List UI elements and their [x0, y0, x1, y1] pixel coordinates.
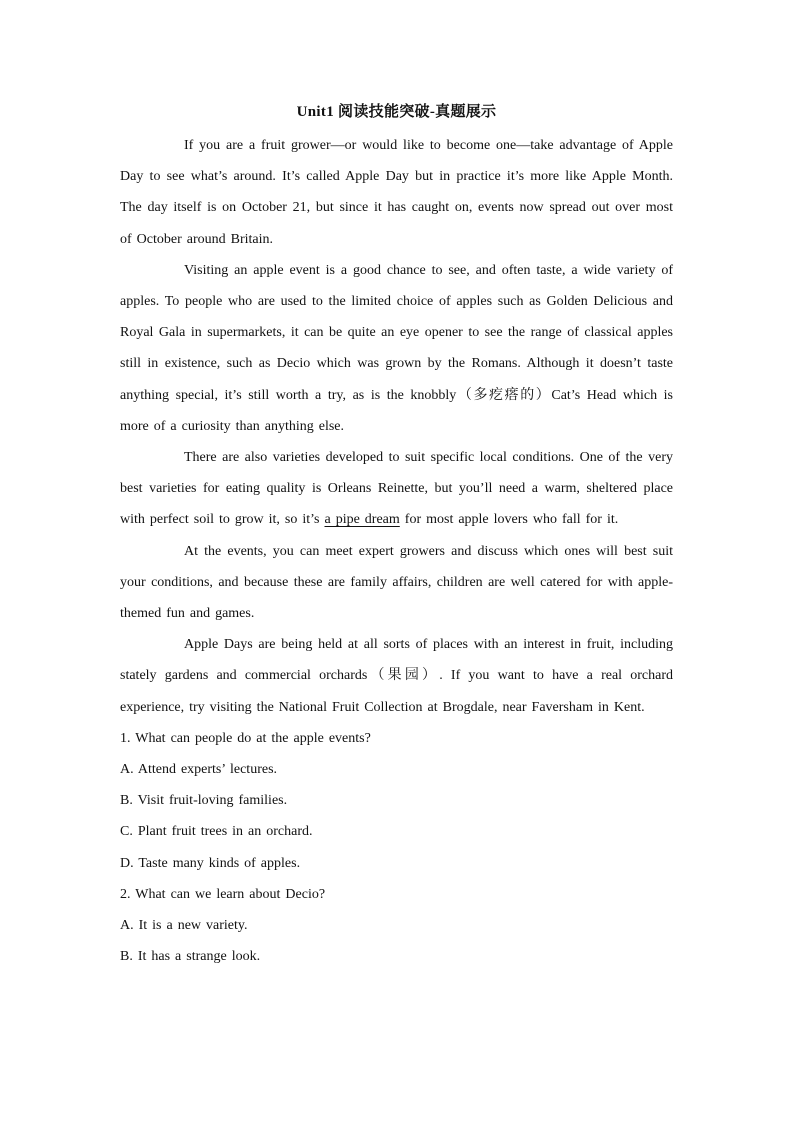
answer-option-b: B. Visit fruit-loving families.	[120, 793, 288, 809]
question-1	[120, 723, 673, 879]
passage-paragraph-5	[120, 629, 673, 723]
answer-option-b: B. It has a strange look.	[120, 949, 261, 965]
underlined-phrase: a pipe dream	[324, 512, 400, 528]
passage-paragraph-3	[120, 442, 673, 536]
passage-paragraph-1	[120, 130, 673, 255]
answer-option-a: A. It is a new variety.	[120, 918, 248, 934]
question-2	[120, 879, 673, 973]
paragraph-text: At the events, you can meet expert growers and discuss which ones will best suit your conditions, and because these are family affairs, children are well catered for with apple-themed fun and games.	[120, 543, 673, 622]
question-stem: 1. What can people do at the apple events?	[120, 730, 371, 746]
passage-paragraph-4	[120, 536, 673, 630]
document-page	[120, 98, 673, 972]
answer-option-c: C. Plant fruit trees in an orchard.	[120, 824, 313, 840]
paragraph-text: There are also varieties developed to suit specific local conditions. One of the very best varieties for eating quality is Orleans Reinette, but you’ll need a warm, sheltered place with perfect soil to grow it, so it’s	[120, 450, 673, 528]
paragraph-text: If you are a fruit grower—or would like to become one—take advantage of Apple Day to see what’s around. It’s called Apple Day but in practice it’s more like Apple Month. The day itself is on October 21, but since it has caught on, events now spread out over most of October around Britain.	[120, 138, 673, 247]
passage-paragraph-2	[120, 255, 673, 442]
answer-option-d: D. Taste many kinds of apples.	[120, 855, 301, 871]
paragraph-text: for most apple lovers who fall for it.	[399, 512, 619, 528]
question-stem: 2. What can we learn about Decio?	[120, 886, 326, 902]
paragraph-text: Visiting an apple event is a good chance to see, and often taste, a wide variety of apples. To people who are used to the limited choice of apples such as Golden Delicious and Royal Gala in supermarkets, it can be quite an eye opener to see the range of classical apples still in existence, such as Decio which was grown by the Romans. Although it doesn’t taste anything special, it’s still worth a try, as is the knobbly（多疙瘩的）Cat’s Head which is more of a curiosity than anything else.	[120, 262, 673, 434]
document-title: Unit1 阅读技能突破-真题展示	[296, 104, 497, 120]
answer-option-a: A. Attend experts’ lectures.	[120, 762, 278, 778]
paragraph-text: Apple Days are being held at all sorts of places with an interest in fruit, including stately gardens and commercial orchards（果园）. If you want to have a real orchard experience, try visiting the National Fruit Collection at Brogdale, near Faversham in Kent.	[120, 637, 673, 715]
